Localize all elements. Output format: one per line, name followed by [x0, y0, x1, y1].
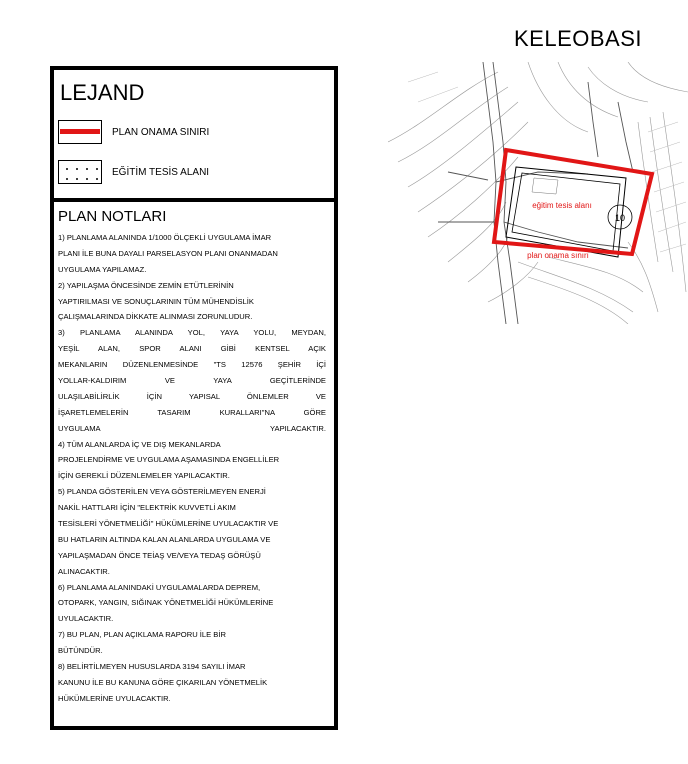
plan-note-line: BU HATLARIN ALTINDA KALAN ALANLARDA UYGULAMA VE: [58, 534, 271, 544]
parcel-number: 10: [614, 213, 626, 223]
plan-note-line: İŞARETLEMELERİN TASARIM KURALLARI"NA GÖRE: [58, 407, 326, 417]
plan-notes-title: PLAN NOTLARI: [58, 208, 167, 225]
site-map: [388, 62, 688, 324]
plan-note-line: UYULACAKTIR.: [58, 614, 114, 624]
plan-note-line: YOLLAR-KALDIRIM VE YAYA GEÇİTLERİNDE: [58, 376, 326, 386]
plan-note-line: 6) PLANLAMA ALANINDAKİ UYGULAMALARDA DEPREM,: [58, 582, 261, 592]
plan-note-line: ÇALIŞMALARINDA DİKKATE ALINMASI ZORUNLUDUR.: [58, 312, 253, 322]
parcel-hatching: [408, 72, 686, 252]
plan-note-line: NAKİL HATTLARI İÇİN "ELEKTRİK KUVVETLİ AKIM: [58, 503, 236, 513]
plan-note-line: 8) BELİRTİLMEYEN HUSUSLARDA 3194 SAYILI İMAR: [58, 662, 246, 672]
road-lines: [438, 62, 633, 324]
red-boundary-line-icon: [58, 120, 102, 144]
legend-item-education-area: [58, 160, 209, 184]
plan-note-line: PROJELENDİRME VE UYGULAMA AŞAMASINDA ENGELLİLER: [58, 455, 280, 465]
boundary-label: plan onama sınırı: [527, 251, 589, 260]
plan-note-line: 1) PLANLAMA ALANINDA 1/1000 ÖLÇEKLİ UYGULAMA İMAR: [58, 233, 272, 242]
legend-box: [50, 66, 338, 202]
plan-note-line: 4) TÜM ALANLARDA İÇ VE DIŞ MEKANLARDA: [58, 439, 221, 449]
contour-lines: [388, 62, 688, 324]
plan-note-line: PLANI İLE BUNA DAYALI PARSELASYON PLANI ONANMADAN: [58, 248, 278, 258]
plan-note-line: UYGULAMA YAPILACAKTIR.: [58, 423, 326, 433]
dotted-area-icon: [58, 160, 102, 184]
plan-note-line: MEKANLARIN DÜZENLENMESİNDE "TS 12576 ŞEHİR İÇİ: [58, 360, 326, 370]
plan-note-line: 7) BU PLAN, PLAN AÇIKLAMA RAPORU İLE BİR: [58, 630, 226, 640]
plan-note-line: KANUNU İLE BU KANUNA GÖRE ÇIKARILAN YÖNETMELİK: [58, 677, 268, 687]
plan-note-line: UYGULAMA YAPILAMAZ.: [58, 264, 147, 274]
legend-title: LEJAND: [60, 80, 145, 105]
legend-label: EĞİTİM TESİS ALANI: [112, 166, 210, 178]
plan-notes-list: [58, 230, 326, 707]
plan-note-line: 5) PLANDA GÖSTERİLEN VEYA GÖSTERİLMEYEN ENERJİ: [58, 487, 266, 497]
plan-note-line: YAPILAŞMADAN ÖNCE TEİAŞ VE/VEYA TEDAŞ GÖRÜŞÜ: [58, 550, 261, 560]
legend-item-boundary: [58, 120, 209, 144]
plan-note-line: OTOPARK, YANGIN, SIĞINAK YÖNETMELİĞİ HÜKÜMLERİNE: [58, 598, 274, 608]
plan-note-line: 2) YAPILAŞMA ÖNCESİNDE ZEMİN ETÜTLERİNİN: [58, 280, 234, 290]
plan-note-line: BÜTÜNDÜR.: [58, 646, 103, 656]
plan-note-line: ALINACAKTIR.: [58, 566, 110, 576]
plan-note-line: YEŞİL ALAN, SPOR ALANI GİBİ KENTSEL AÇIK: [58, 344, 326, 354]
plan-note-line: ULAŞILABİLİRLİK İÇİN YAPISAL ÖNLEMLER VE: [58, 391, 326, 401]
plan-note-line: YAPTIRILMASI VE SONUÇLARININ TÜM MÜHENDİSLİK: [58, 296, 254, 306]
plan-note-line: HÜKÜMLERİNE UYULACAKTIR.: [58, 693, 171, 703]
legend-label: PLAN ONAMA SINIRI: [112, 126, 210, 138]
map-title: KELEOBASI: [514, 26, 643, 51]
plan-note-line: TESİSLERİ YÖNETMELİĞİ" HÜKÜMLERİNE UYULACAKTIR VE: [58, 519, 279, 529]
education-area-label: eğitim tesis alanı: [532, 201, 592, 210]
plan-note-line: İÇİN GEREKLİ DÜZENLEMELER YAPILACAKTIR.: [58, 471, 230, 481]
plan-note-line: 3) PLANLAMA ALANINDA YOL, YAYA YOLU, MEYDAN,: [58, 328, 326, 338]
plan-notes-box: [50, 198, 338, 730]
